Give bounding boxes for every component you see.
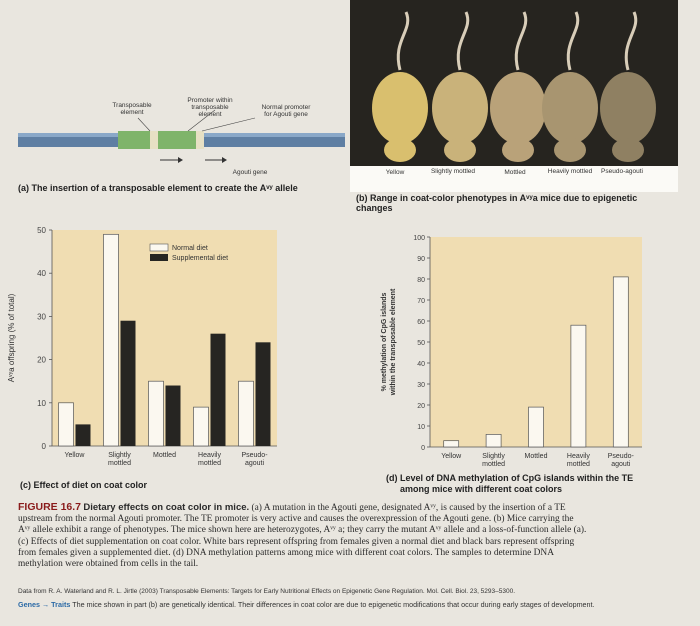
x-tick-label-c: Slightly — [108, 452, 131, 459]
leader-normal-promoter — [202, 118, 255, 131]
x-tick-label-c: Mottled — [153, 452, 176, 459]
mouse-body-slightly-mottled — [432, 72, 488, 144]
mouse-tail-pseudo-agouti — [626, 12, 636, 70]
traits-label: Traits — [51, 600, 71, 609]
y-tick-label-c: 30 — [37, 312, 46, 322]
bar-normal-diet — [59, 403, 74, 446]
bar-supplemental-diet — [121, 321, 136, 446]
y-tick-label-d: 70 — [417, 298, 425, 305]
legend-label-supplemental: Supplemental diet — [172, 255, 229, 262]
normal-arrowhead — [222, 157, 227, 163]
bar-methylation — [571, 325, 586, 447]
mouse-tail-heavily-mottled — [568, 12, 578, 70]
mouse-head-yellow — [384, 138, 416, 162]
panel-a-diagram — [0, 90, 345, 190]
phenotype-pseudo-agouti: Pseudo-agouti — [601, 168, 643, 175]
genes-arrow: → — [41, 600, 50, 609]
mice-photo — [350, 0, 678, 166]
bar-methylation — [613, 277, 628, 447]
y-tick-label-d: 50 — [417, 340, 425, 347]
figure-title: Dietary effects on coat color in mice. — [83, 502, 250, 513]
data-source: Data from R. A. Waterland and R. L. Jirtle (2003) Transposable Elements: Targets for Early Nutritional Effects on Epigenetic Gene Regulation. Mol. Cell. Biol. 23, 5293–5300. — [18, 588, 516, 595]
bar-normal-diet — [149, 381, 164, 446]
phenotype-labels — [350, 166, 678, 192]
x-tick-label-c: mottled — [108, 460, 131, 467]
mouse-tail-mottled — [516, 12, 526, 70]
phenotype-yellow: Yellow — [385, 169, 405, 176]
panel-a-caption: (a) The insertion of a transposable element to create the Aᵛʸ allele — [18, 183, 298, 193]
y-tick-label-c: 0 — [41, 442, 46, 451]
genes-label: Genes — [18, 600, 40, 609]
mice-illustration — [350, 0, 678, 166]
y-tick-label-d: 60 — [417, 319, 425, 326]
legend-swatch-normal — [150, 244, 168, 251]
y-tick-label-d: 40 — [417, 361, 425, 368]
y-tick-label-d: 20 — [417, 403, 425, 410]
caption-line-2: upstream from the normal Agouti promoter. The TE promoter is very active and causes the overexpression of the Agouti gene. (b) Mice carrying the — [18, 514, 574, 525]
bar-methylation — [529, 407, 544, 447]
label-transposable: transposable — [191, 104, 229, 111]
chart-d-caption-1: (d) Level of DNA methylation of CpG islands within the TE — [386, 473, 634, 483]
x-tick-label-d: Slightly — [482, 453, 505, 460]
phenotype-mottled: Mottled — [504, 169, 526, 176]
chart-d-caption-2: among mice with different coat colors — [400, 484, 563, 494]
bar-normal-diet — [239, 381, 254, 446]
x-tick-label-d: Pseudo- — [607, 453, 634, 460]
mouse-body-pseudo-agouti — [600, 72, 656, 144]
y-tick-label-d: 90 — [417, 256, 425, 263]
mouse-head-mottled — [502, 138, 534, 162]
figure-caption — [18, 502, 688, 570]
y-tick-label-d: 30 — [417, 382, 425, 389]
y-tick-label-d: 100 — [413, 235, 425, 242]
x-tick-label-c: Yellow — [64, 452, 85, 459]
y-tick-label-c: 40 — [37, 269, 46, 279]
label-transposable-element-2: element — [120, 109, 144, 116]
mouse-head-heavily-mottled — [554, 138, 586, 162]
panel-b-caption: (b) Range in coat-color phenotypes in Aᵛʸa mice due to epigenetic changes — [356, 193, 638, 213]
te-promoter — [150, 131, 158, 149]
y-axis-label-d-2: within the transposable element — [390, 288, 397, 396]
te-arrowhead — [178, 157, 183, 163]
bar-supplemental-diet — [211, 334, 226, 446]
bar-supplemental-diet — [76, 424, 91, 446]
figure-number: FIGURE 16.7 — [18, 501, 82, 513]
genes-traits-text: The mice shown in part (b) are genetically identical. Their differences in coat color are due to epigenetic modifications that occur during early stages of development. — [72, 600, 595, 609]
mouse-body-yellow — [372, 72, 428, 144]
label-transposable-element-1: Transposable — [112, 102, 152, 109]
mouse-head-pseudo-agouti — [612, 138, 644, 162]
mouse-body-heavily-mottled — [542, 72, 598, 144]
x-tick-label-d: Yellow — [441, 453, 462, 460]
leader-te — [138, 118, 150, 131]
label-normal-promoter-1: Normal promoter — [261, 104, 311, 111]
bar-normal-diet — [104, 234, 119, 446]
caption-line-4: (c) Effects of diet supplementation on coat color. White bars represent offspring from females given a normal diet and black bars represent offspring — [18, 536, 575, 547]
label-normal-promoter-2: for Agouti gene — [264, 111, 308, 118]
phenotype-heavily-mottled: Heavily mottled — [547, 168, 593, 175]
caption-line-1: (a) A mutation in the Agouti gene, designated Aᵛʸ, is caused by the insertion of a TE — [251, 503, 566, 513]
caption-line-5: from females given a supplemented diet. (d) DNA methylation patterns among mice with different coat colors. The samples to determine DNA — [18, 547, 554, 558]
mouse-body-mottled — [490, 72, 546, 144]
phenotype-slightly-mottled: Slightly mottled — [430, 168, 476, 175]
chart-d — [350, 225, 690, 500]
y-tick-label-c: 20 — [37, 355, 46, 365]
bar-methylation — [444, 441, 459, 447]
chart-c — [0, 218, 345, 498]
normal-promoter — [196, 131, 204, 149]
bar-normal-diet — [194, 407, 209, 446]
genes-traits-note — [18, 600, 595, 609]
y-tick-label-c: 50 — [37, 226, 46, 235]
mouse-tail-slightly-mottled — [458, 12, 468, 70]
x-tick-label-c: agouti — [244, 460, 265, 467]
y-axis-label-d-1: % methylation of CpG islands — [381, 292, 388, 392]
legend-swatch-supplemental — [150, 254, 168, 261]
bar-supplemental-diet — [256, 342, 271, 446]
bar-methylation — [486, 434, 501, 447]
caption-line-3: Aᵛʸ allele exhibit a range of phenotypes. The mice shown here are heterozygotes, Aᵛʸ a; they carry the mutant Aᵛʸ allele and a loss-of-function allele (a). — [18, 525, 587, 536]
x-tick-label-d: mottled — [482, 461, 506, 468]
mouse-tail-yellow — [398, 12, 408, 70]
chart-d-svg — [350, 225, 690, 500]
x-tick-label-d: mottled — [566, 461, 590, 468]
x-tick-label-c: Heavily — [198, 452, 221, 459]
caption-line-6: methylation were obtained from cells in the tail. — [18, 559, 199, 570]
y-tick-label-d: 0 — [421, 445, 425, 452]
chart-c-caption: (c) Effect of diet on coat color — [20, 480, 148, 490]
legend-label-normal: Normal diet — [172, 245, 208, 252]
bar-supplemental-diet — [166, 386, 181, 446]
y-tick-label-d: 10 — [417, 424, 425, 431]
x-tick-label-c: Pseudo- — [241, 452, 268, 459]
y-tick-label-d: 80 — [417, 277, 425, 284]
x-tick-label-c: mottled — [198, 460, 221, 467]
x-tick-label-d: agouti — [611, 461, 631, 468]
y-axis-label-c: Aᵛʸa offspring (% of total) — [7, 293, 16, 383]
label-element: element — [198, 111, 222, 118]
mouse-head-slightly-mottled — [444, 138, 476, 162]
label-promoter-within: Promoter within — [187, 97, 233, 104]
x-tick-label-d: Heavily — [566, 453, 590, 460]
y-tick-label-c: 10 — [37, 398, 46, 408]
chart-c-svg — [0, 218, 345, 498]
label-agouti-gene: Agouti gene — [232, 169, 268, 176]
x-tick-label-d: Mottled — [524, 453, 548, 460]
gene-diagram — [0, 90, 345, 190]
